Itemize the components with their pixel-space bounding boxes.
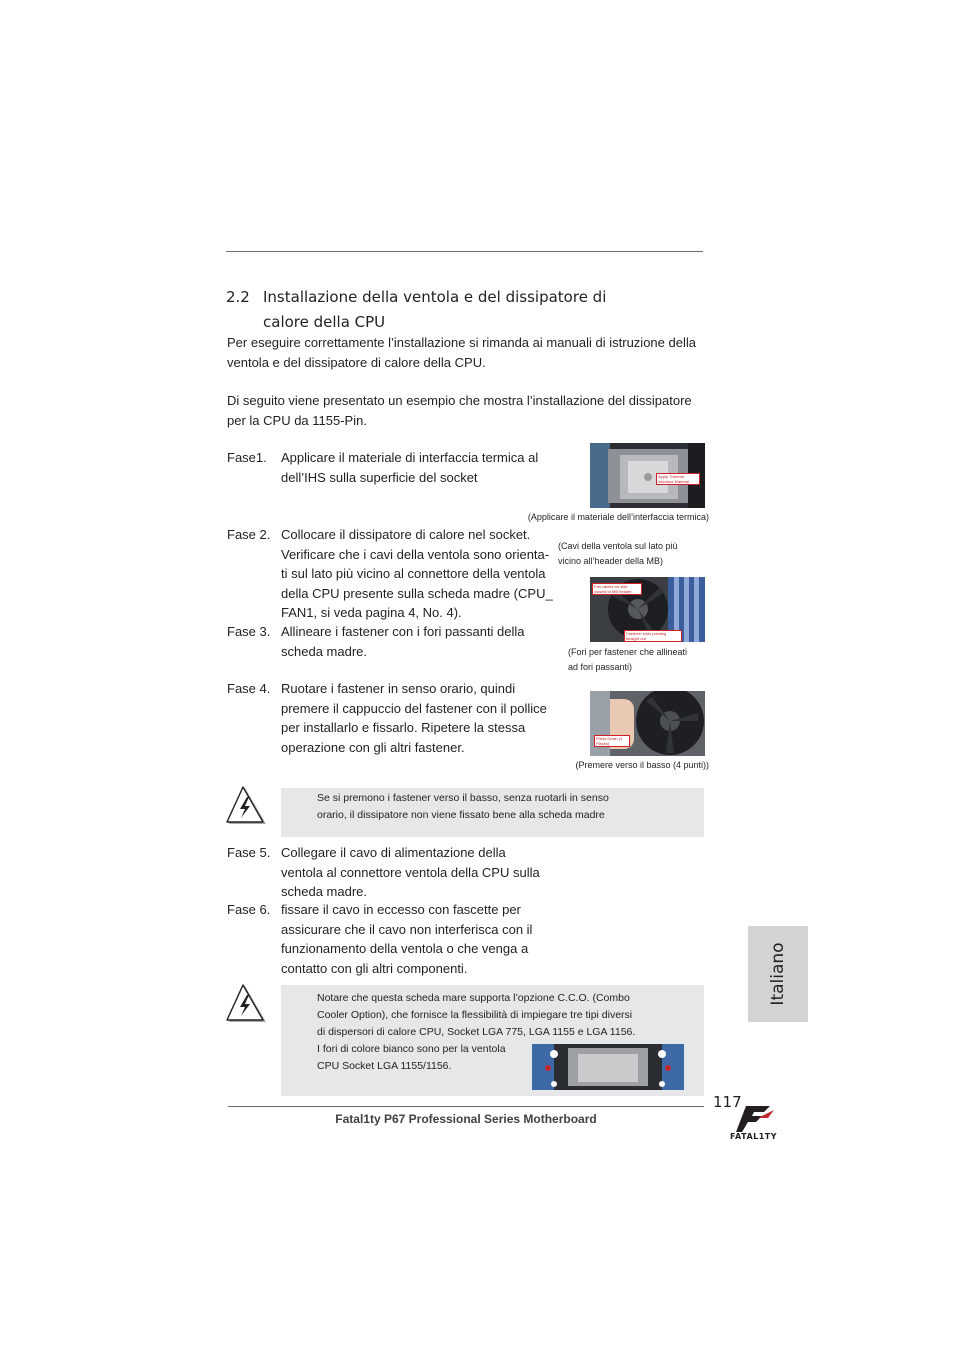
step-text: Collegare il cavo di alimentazione della ventola al connettore ventola della CPU sulla scheda madre.	[281, 845, 540, 899]
note-box: Notare che questa scheda mare supporta l’opzione C.C.O. (Combo Cooler Option), che fornisce la flessibilità di impiegare tre tipi diversi di dispersori di calore CPU, Socket LGA 775, LGA 1155 e LGA 1156. I fori di colore bianco sono per la ventola CPU Socket LGA 1155/1156.	[281, 985, 704, 1096]
warning-triangle-icon	[226, 785, 268, 827]
photo-label: Press Down (4 Places)	[594, 735, 630, 747]
photo-label: Fan cables on side closest to MB header	[592, 583, 642, 595]
photo-caption: (Cavi della ventola sul lato più vicino all’header della MB)	[558, 541, 678, 566]
logo-wordmark: FATAL1TY	[730, 1132, 778, 1141]
page-number: 117	[713, 1093, 742, 1111]
step-label: Fase 3.	[227, 624, 271, 639]
photo-fan-placement	[590, 577, 705, 642]
step-label: Fase 4.	[227, 681, 271, 696]
photo-thermal-interface	[590, 443, 705, 508]
bottom-rule	[228, 1106, 704, 1107]
section-number: 2.2	[226, 288, 250, 306]
language-tab: Italiano	[748, 926, 808, 1022]
note-box: Se si premono i fastener verso il basso, senza ruotarli in senso orario, il dissipatore non viene fissato bene alla scheda madre	[281, 788, 704, 837]
photo-socket-holes	[532, 1044, 684, 1090]
photo-caption: (Premere verso il basso (4 punti))	[575, 760, 709, 770]
step-text: fissare il cavo in eccesso con fascette per assicurare che il cavo non interferisca con il funzionamento della ventola o che venga a contatto con gli altri componenti.	[281, 902, 533, 976]
example-paragraph: Di seguito viene presentato un esempio che mostra l’installazione del dissipatore per la CPU da 1155-Pin.	[227, 393, 692, 428]
fatal1ty-logo	[728, 1104, 788, 1148]
top-rule	[226, 251, 703, 252]
step-text: Applicare il materiale di interfaccia termica al dell’IHS sulla superficie del socket	[281, 450, 539, 485]
step-label: Fase 2.	[227, 527, 271, 542]
step-label: Fase1.	[227, 450, 267, 465]
step-text: Allineare i fastener con i fori passanti della scheda madre.	[281, 624, 525, 659]
photo-caption: (Fori per fastener che allineati ad fori passanti)	[568, 647, 688, 672]
photo-caption: (Applicare il materiale dell’interfaccia termica)	[527, 512, 709, 522]
section-title-line2: calore della CPU	[263, 313, 386, 331]
photo-label: Apply Thermal Interface Material	[656, 473, 700, 485]
footer-title: Fatal1ty P67 Professional Series Motherboard	[335, 1112, 597, 1126]
step-text: Collocare il dissipatore di calore nel socket. Verificare che i cavi della ventola sono orienta- ti sul lato più vicino al connettore della ventola della CPU presente sulla scheda madre (CPU_ FAN1, si veda pagina 4, No. 4).	[281, 527, 553, 620]
step-label: Fase 5.	[227, 845, 271, 860]
section-title-line1: Installazione della ventola e del dissipatore di	[263, 288, 607, 306]
step-text: Ruotare i fastener in senso orario, quindi premere il cappuccio del fastener con il pollice per installarlo e fissarlo. Ripetere la stessa operazione con gli altri fastener.	[281, 681, 547, 755]
step-label: Fase 6.	[227, 902, 271, 917]
photo-label: Fastener slots pointing straight out	[624, 630, 682, 642]
warning-triangle-icon	[226, 983, 268, 1025]
intro-paragraph: Per eseguire correttamente l’installazione si rimanda ai manuali di istruzione della ventola e del dissipatore di calore della CPU.	[227, 335, 696, 370]
photo-press-fasteners	[590, 691, 705, 756]
